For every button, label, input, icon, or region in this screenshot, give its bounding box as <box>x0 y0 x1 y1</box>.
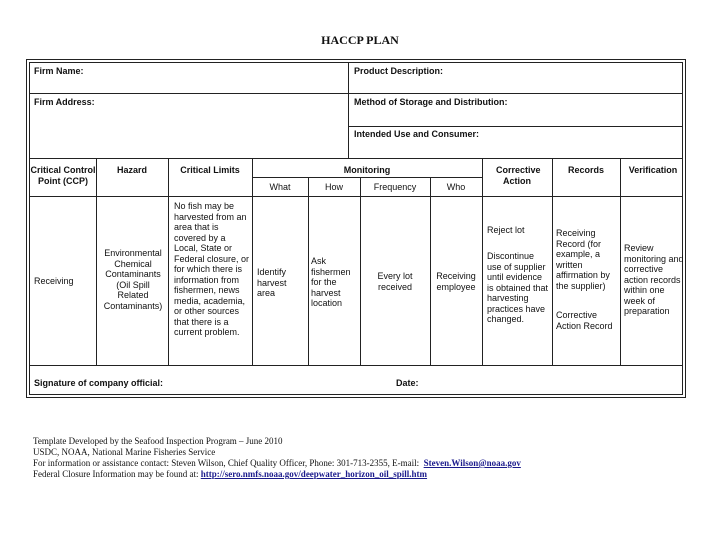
cell-records-receiving: Receiving Record (for example, a written affirmation by the supplier) <box>556 228 610 291</box>
form-grid <box>29 62 683 395</box>
col-header-hazard: Hazard <box>116 165 147 175</box>
col-header-records: Records <box>567 165 604 175</box>
col-line-7 <box>482 158 483 365</box>
intended-use-label: Intended Use and Consumer: <box>354 129 480 139</box>
cell-verification: Review monitoring and corrective action records within one week of preparation <box>624 243 684 316</box>
cell-what: Identify harvest area <box>257 267 287 298</box>
header-line-right-2 <box>348 126 682 127</box>
footer-notes <box>33 436 521 480</box>
col-header-how: How <box>324 182 343 192</box>
footer-line-contact <box>33 458 521 469</box>
col-line-9 <box>620 158 621 365</box>
header-divider <box>348 63 349 158</box>
firm-name-label: Firm Name: <box>34 66 84 76</box>
signature-label: Signature of company official: <box>34 378 164 388</box>
cell-who: Receiving employee <box>436 271 476 292</box>
col-header-what: What <box>269 182 291 192</box>
header-line-left <box>30 93 348 94</box>
cell-corrective-discontinue: Discontinue use of supplier until evidence is obtained that harvesting practices have changed. <box>487 251 549 324</box>
header-line-right-1 <box>348 93 682 94</box>
table-header-bottom-line <box>30 196 682 197</box>
cell-ccp: Receiving <box>34 276 74 286</box>
haccp-plan-form <box>26 59 686 398</box>
storage-distribution-label: Method of Storage and Distribution: <box>354 97 508 107</box>
cell-records-corrective: Corrective Action Record <box>556 310 613 331</box>
footer-contact-text: For information or assistance contact: Steven Wilson, Chief Quality Officer, Phone: 301-713-2355, E-mail: <box>33 458 420 468</box>
col-header-monitoring: Monitoring <box>343 165 391 175</box>
col-header-verification: Verification <box>628 165 678 175</box>
firm-address-label: Firm Address: <box>34 97 95 107</box>
monitoring-sub-line <box>252 177 482 178</box>
col-header-frequency: Frequency <box>373 182 417 192</box>
closure-url-link[interactable]: http://sero.nmfs.noaa.gov/deepwater_horizon_oil_spill.htm <box>200 469 428 479</box>
col-line-5 <box>360 177 361 365</box>
date-label: Date: <box>396 378 419 388</box>
footer-line-closure <box>33 469 521 480</box>
col-line-2 <box>168 158 169 365</box>
footer-closure-text: Federal Closure Information may be found at: <box>33 469 199 479</box>
col-header-who: Who <box>446 182 466 192</box>
col-line-1 <box>96 158 97 365</box>
col-line-8 <box>552 158 553 365</box>
email-link[interactable]: Steven.Wilson@noaa.gov <box>423 458 521 468</box>
table-bottom-line <box>30 365 682 366</box>
product-description-label: Product Description: <box>354 66 444 76</box>
col-line-4 <box>308 177 309 365</box>
cell-critical-limits: No fish may be harvested from an area that is covered by a Local, State or Federal closure, or for which there is information from fishermen, news media, academia, or other sources that there is a current problem. <box>174 201 250 337</box>
col-line-6 <box>430 177 431 365</box>
cell-how: Ask fishermen for the harvest location <box>311 256 351 308</box>
table-top-line <box>30 158 682 159</box>
col-header-ccp: Critical Control Point (CCP) <box>30 165 96 186</box>
col-header-corrective-action: Corrective Action <box>496 165 541 186</box>
footer-line-template: Template Developed by the Seafood Inspection Program – June 2010 <box>33 436 283 446</box>
page-title: HACCP PLAN <box>321 33 399 47</box>
footer-line-agency: USDC, NOAA, National Marine Fisheries Service <box>33 447 216 457</box>
col-header-critical-limits: Critical Limits <box>180 165 240 175</box>
cell-hazard: Environmental Chemical Contaminants (Oil Spill Related Contaminants) <box>103 248 163 311</box>
cell-frequency: Every lot received <box>377 271 413 292</box>
cell-corrective-reject: Reject lot <box>487 225 525 235</box>
